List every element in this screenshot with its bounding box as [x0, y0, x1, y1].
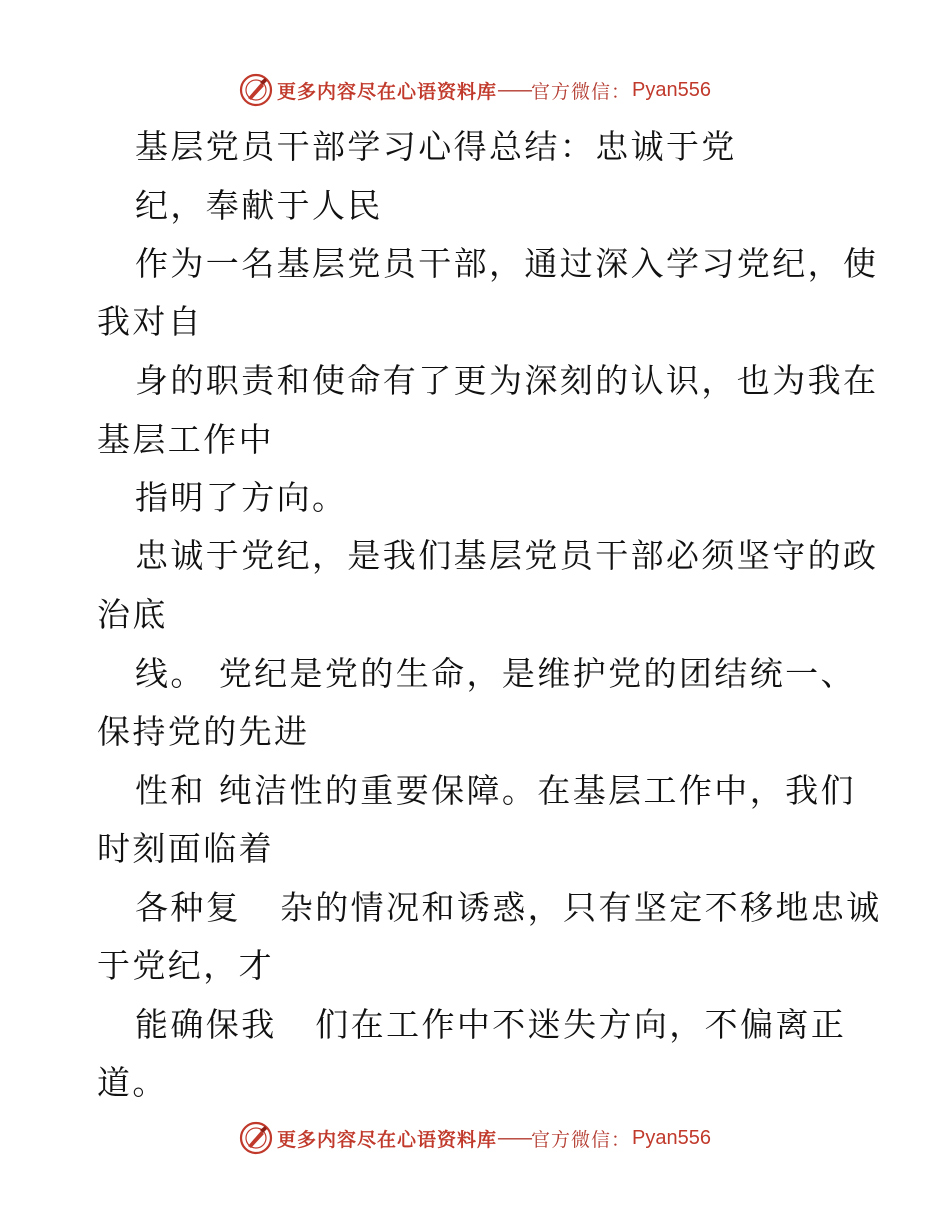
watermark-wechat-label: 官方微信	[531, 1128, 612, 1151]
watermark-wechat-handle: Pyan556	[632, 78, 711, 101]
paragraph-line: 治底	[97, 595, 168, 634]
paragraph-line: 于党纪，才	[97, 946, 274, 985]
paragraph-line: 线。 党纪是党的生命，是维护党的团结统一、	[135, 654, 856, 693]
paragraph-line: 基层工作中	[97, 420, 274, 459]
paragraph-line: 保持党的先进	[97, 712, 310, 751]
paragraph-line: 指明了方向。	[135, 478, 348, 517]
watermark-wechat-handle: Pyan556	[632, 1126, 711, 1149]
paragraph-line: 作为一名基层党员干部，通过深入学习党纪，使	[135, 244, 879, 283]
paragraph-line: 性和 纯洁性的重要保障。在基层工作中，我们	[135, 771, 856, 810]
paragraph-line: 各种复 杂的情况和诱惑，只有坚定不移地忠诚	[135, 888, 882, 927]
watermark-lead-text: 更多内容尽在心语资料库	[276, 80, 497, 103]
paragraph-line: 时刻面临着	[97, 829, 274, 868]
paragraph-line: 忠诚于党纪，是我们基层党员干部必须坚守的政	[135, 536, 879, 575]
paragraph-line: 道。	[97, 1063, 168, 1102]
footer-watermark	[0, 1118, 950, 1158]
watermark-dash: ——	[497, 1127, 531, 1149]
watermark-lead-text: 更多内容尽在心语资料库	[276, 1128, 497, 1151]
watermark-colon: ：	[611, 1128, 631, 1151]
watermark-colon: ：	[611, 80, 631, 103]
paragraph-line: 身的职责和使命有了更为深刻的认识，也为我在	[135, 361, 879, 400]
watermark-dash: ——	[497, 79, 531, 101]
document-title-line-1: 基层党员干部学习心得总结：忠诚于党	[135, 127, 737, 166]
paragraph-line: 我对自	[97, 302, 204, 341]
watermark-wechat-label: 官方微信	[531, 80, 612, 103]
paragraph-line: 能确保我 们在工作中不迷失方向，不偏离正	[135, 1005, 847, 1044]
quill-seal-icon	[239, 1121, 273, 1155]
document-title-line-2: 纪，奉献于人民	[135, 186, 383, 225]
